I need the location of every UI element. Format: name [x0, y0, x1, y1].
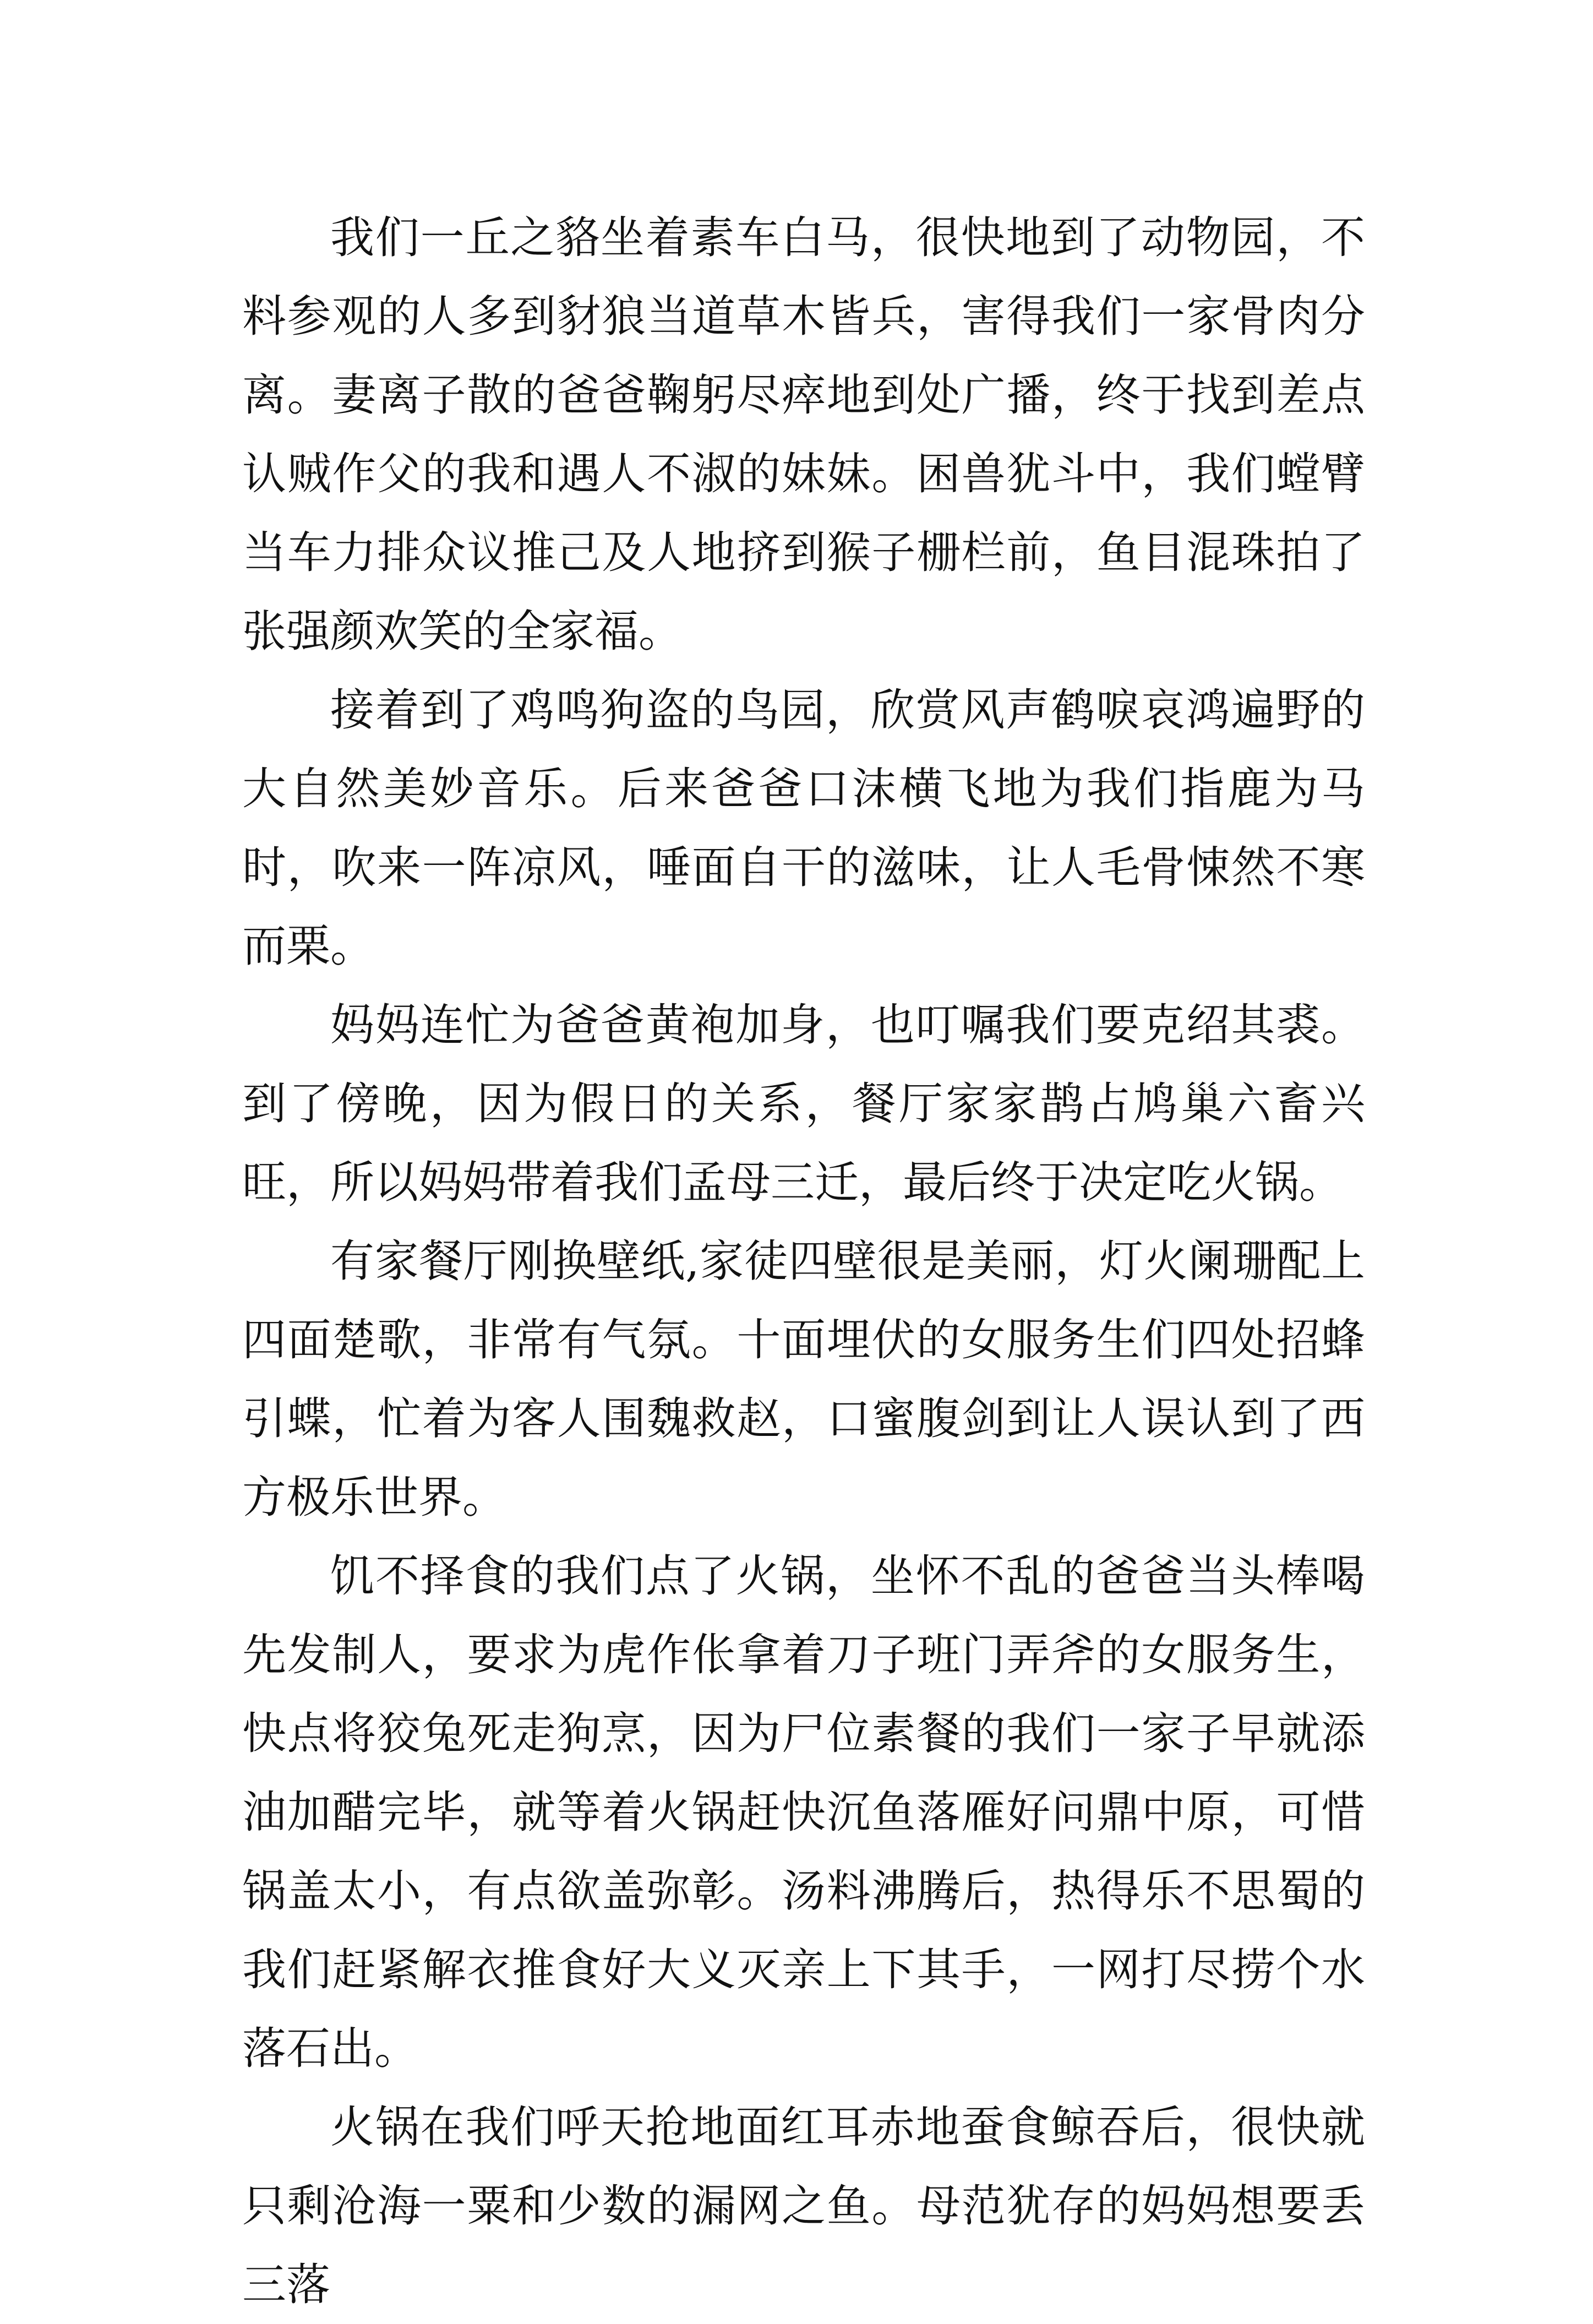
paragraph-2: 接着到了鸡鸣狗盗的鸟园，欣赏风声鹤唳哀鸿遍野的大自然美妙音乐。后来爸爸口沫横飞地为我们指鹿为马时，吹来一阵凉风，唾面自干的滋味，让人毛骨悚然不寒而栗。 [242, 684, 1365, 972]
body-text [242, 198, 1365, 2324]
paragraph-3: 妈妈连忙为爸爸黄袍加身，也叮嘱我们要克绍其裘。到了傍晚，因为假日的关系，餐厅家家鹊占鸠巢六畜兴旺，所以妈妈带着我们孟母三迁，最后终于决定吃火锅。 [242, 999, 1365, 1208]
paragraph-4: 有家餐厅刚换壁纸,家徒四壁很是美丽，灯火阑珊配上四面楚歌，非常有气氛。十面埋伏的女服务生们四处招蜂引蝶，忙着为客人围魏救赵，口蜜腹剑到让人误认到了西方极乐世界。 [242, 1236, 1365, 1523]
paragraph-6: 火锅在我们呼天抢地面红耳赤地蚕食鲸吞后，很快就只剩沧海一粟和少数的漏网之鱼。母范犹存的妈妈想要丢三落 [242, 2102, 1365, 2310]
paragraph-1: 我们一丘之貉坐着素车白马，很快地到了动物园，不料参观的人多到豺狼当道草木皆兵，害得我们一家骨肉分离。妻离子散的爸爸鞠躬尽瘁地到处广播，终于找到差点认贼作父的我和遇人不淑的妹妹。困兽犹斗中，我们螳臂当车力排众议推己及人地挤到猴子栅栏前，鱼目混珠拍了张强颜欢笑的全家福。 [242, 212, 1365, 657]
paragraph-5: 饥不择食的我们点了火锅，坐怀不乱的爸爸当头棒喝先发制人，要求为虎作伥拿着刀子班门弄斧的女服务生，快点将狡兔死走狗烹，因为尸位素餐的我们一家子早就添油加醋完毕，就等着火锅赶快沉鱼落雁好问鼎中原，可惜锅盖太小，有点欲盖弥彰。汤料沸腾后，热得乐不思蜀的我们赶紧解衣推食好大义灭亲上下其手，一网打尽捞个水落石出。 [242, 1550, 1365, 2074]
